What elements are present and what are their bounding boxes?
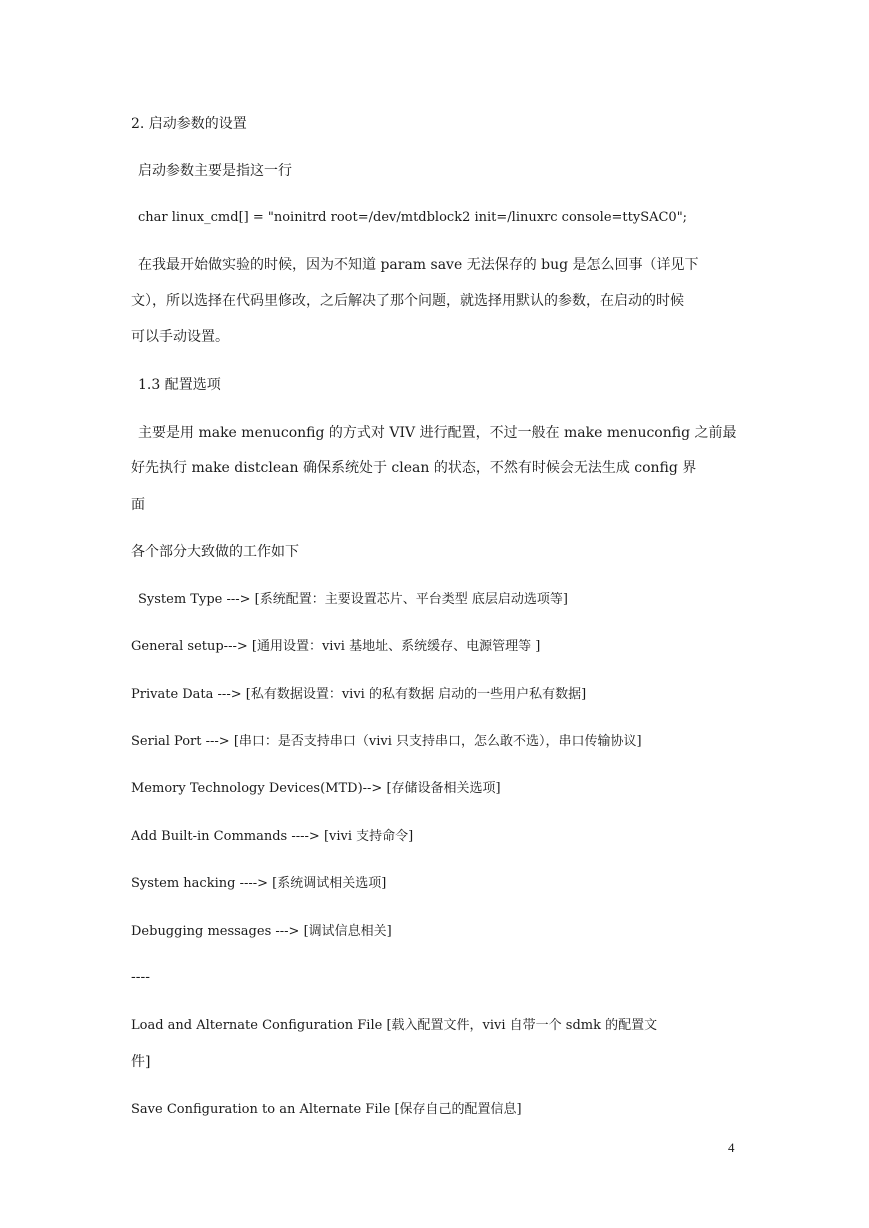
paragraph-2-line-1: 主要是用 make menuconfig 的方式对 VIV 进行配置，不过一般在 make menuconfig 之前最 <box>138 425 737 441</box>
paragraph-1-line-2: 文），所以选择在代码里修改，之后解决了那个问题，就选择用默认的参数，在启动的时候 <box>131 293 684 309</box>
load-config-line-2: 件] <box>131 1054 151 1070</box>
code-line: char linux_cmd[] = "noinitrd root=/dev/mtdblock2 init=/linuxrc console=ttySAC0"; <box>138 210 688 225</box>
intro-line: 启动参数主要是指这一行 <box>138 163 292 179</box>
paragraph-1-line-1: 在我最开始做实验的时候，因为不知道 param save 无法保存的 bug 是怎么回事（详见下 <box>138 257 699 273</box>
list-item: Add Built-in Commands ----> [vivi 支持命令] <box>131 829 414 844</box>
list-item: Memory Technology Devices(MTD)--> [存储设备相关选项] <box>131 781 501 796</box>
paragraph-2-line-2: 好先执行 make distclean 确保系统处于 clean 的状态，不然有时候会无法生成 config 界 <box>131 460 697 476</box>
list-item: Debugging messages ---> [调试信息相关] <box>131 924 392 939</box>
list-item: Serial Port ---> [串口：是否支持串口（vivi 只支持串口，怎么敢不选），串口传输协议] <box>131 734 642 749</box>
heading: 2. 启动参数的设置 <box>131 116 247 132</box>
section-heading: 1.3 配置选项 <box>138 377 221 393</box>
load-config-line-1: Load and Alternate Configuration File [载入配置文件，vivi 自带一个 sdmk 的配置文 <box>131 1018 658 1033</box>
separator: ---- <box>131 969 150 985</box>
list-item: Private Data ---> [私有数据设置：vivi 的私有数据 启动的一些用户私有数据] <box>131 687 587 702</box>
list-item: System hacking ----> [系统调试相关选项] <box>131 876 387 891</box>
save-config-line: Save Configuration to an Alternate File [保存自己的配置信息] <box>131 1102 522 1117</box>
paragraph-2-line-3: 面 <box>131 497 145 513</box>
list-item: System Type ---> [系统配置：主要设置芯片、平台类型 底层启动选项等] <box>138 592 568 607</box>
paragraph-1-line-3: 可以手动设置。 <box>131 329 229 345</box>
list-intro: 各个部分大致做的工作如下 <box>131 544 299 560</box>
page-number: 4 <box>728 1140 735 1155</box>
list-item: General setup---> [通用设置：vivi 基地址、系统缓存、电源管理等 ] <box>131 639 541 654</box>
